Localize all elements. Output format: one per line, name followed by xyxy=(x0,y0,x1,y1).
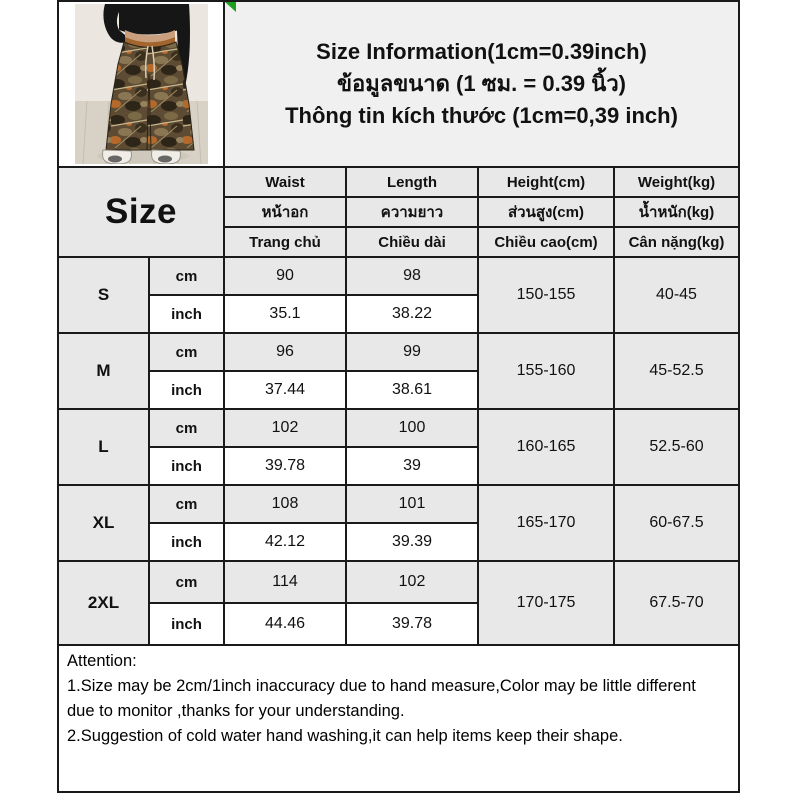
length-cm-value: 99 xyxy=(347,334,477,370)
cell-corner-marker-icon xyxy=(225,2,236,12)
size-header: Size xyxy=(59,168,223,256)
length-cm-value: 98 xyxy=(347,258,477,294)
waist-cm-value: 96 xyxy=(225,334,345,370)
unit-label-cm: cm xyxy=(150,410,223,446)
weight-range-value: 40-45 xyxy=(615,258,738,332)
attention-note xyxy=(59,646,738,791)
column-header-waist-th: หน้าอก xyxy=(225,198,345,226)
unit-label-inch: inch xyxy=(150,524,223,560)
attention-line: 2.Suggestion of cold water hand washing,it can help items keep their shape. xyxy=(67,727,623,745)
length-inch-value: 38.61 xyxy=(347,372,477,408)
unit-label-inch: inch xyxy=(150,296,223,332)
weight-range-value: 45-52.5 xyxy=(615,334,738,408)
size-row-label: XL xyxy=(59,486,148,560)
length-inch-value: 39.78 xyxy=(347,604,477,644)
size-row-label: L xyxy=(59,410,148,484)
title-line-en: Size Information(1cm=0.39inch) xyxy=(316,39,647,64)
waist-cm-value: 90 xyxy=(225,258,345,294)
weight-range-value: 52.5-60 xyxy=(615,410,738,484)
product-photo xyxy=(75,4,208,164)
waist-inch-value: 42.12 xyxy=(225,524,345,560)
title-line-vi: Thông tin kích thước (1cm=0,39 inch) xyxy=(285,103,678,128)
height-range-value: 160-165 xyxy=(479,410,613,484)
title-line-th: ข้อมูลขนาด (1 ซม. = 0.39 นิ้ว) xyxy=(336,71,626,96)
column-header-height-en: Height(cm) xyxy=(479,168,613,196)
waist-cm-value: 108 xyxy=(225,486,345,522)
column-header-weight-th: น้ำหนัก(kg) xyxy=(615,198,738,226)
size-row-label: S xyxy=(59,258,148,332)
product-photo-cell xyxy=(59,2,223,166)
unit-label-inch: inch xyxy=(150,604,223,644)
column-header-length-en: Length xyxy=(347,168,477,196)
waist-inch-value: 35.1 xyxy=(225,296,345,332)
weight-range-value: 67.5-70 xyxy=(615,562,738,644)
height-range-value: 165-170 xyxy=(479,486,613,560)
column-header-height-vi: Chiều cao(cm) xyxy=(479,228,613,256)
height-range-value: 170-175 xyxy=(479,562,613,644)
attention-line: 1.Size may be 2cm/1inch inaccuracy due to hand measure,Color may be little different xyxy=(67,677,696,695)
waist-inch-value: 44.46 xyxy=(225,604,345,644)
unit-label-inch: inch xyxy=(150,372,223,408)
unit-label-cm: cm xyxy=(150,486,223,522)
column-header-length-th: ความยาว xyxy=(347,198,477,226)
length-cm-value: 101 xyxy=(347,486,477,522)
length-inch-value: 39 xyxy=(347,448,477,484)
waist-cm-value: 114 xyxy=(225,562,345,602)
length-cm-value: 102 xyxy=(347,562,477,602)
column-header-weight-en: Weight(kg) xyxy=(615,168,738,196)
waist-cm-value: 102 xyxy=(225,410,345,446)
column-header-waist-en: Waist xyxy=(225,168,345,196)
length-cm-value: 100 xyxy=(347,410,477,446)
size-chart-table xyxy=(57,0,740,793)
size-row-label: 2XL xyxy=(59,562,148,644)
weight-range-value: 60-67.5 xyxy=(615,486,738,560)
unit-label-cm: cm xyxy=(150,562,223,602)
column-header-length-vi: Chiều dài xyxy=(347,228,477,256)
attention-heading: Attention: xyxy=(67,652,137,670)
length-inch-value: 38.22 xyxy=(347,296,477,332)
height-range-value: 155-160 xyxy=(479,334,613,408)
column-header-weight-vi: Cân nặng(kg) xyxy=(615,228,738,256)
height-range-value: 150-155 xyxy=(479,258,613,332)
unit-label-cm: cm xyxy=(150,334,223,370)
waist-inch-value: 39.78 xyxy=(225,448,345,484)
column-header-waist-vi: Trang chủ xyxy=(225,228,345,256)
length-inch-value: 39.39 xyxy=(347,524,477,560)
unit-label-cm: cm xyxy=(150,258,223,294)
size-info-title-cell xyxy=(225,2,738,166)
size-row-label: M xyxy=(59,334,148,408)
waist-inch-value: 37.44 xyxy=(225,372,345,408)
attention-line: due to monitor ,thanks for your understanding. xyxy=(67,702,405,720)
column-header-height-th: ส่วนสูง(cm) xyxy=(479,198,613,226)
unit-label-inch: inch xyxy=(150,448,223,484)
